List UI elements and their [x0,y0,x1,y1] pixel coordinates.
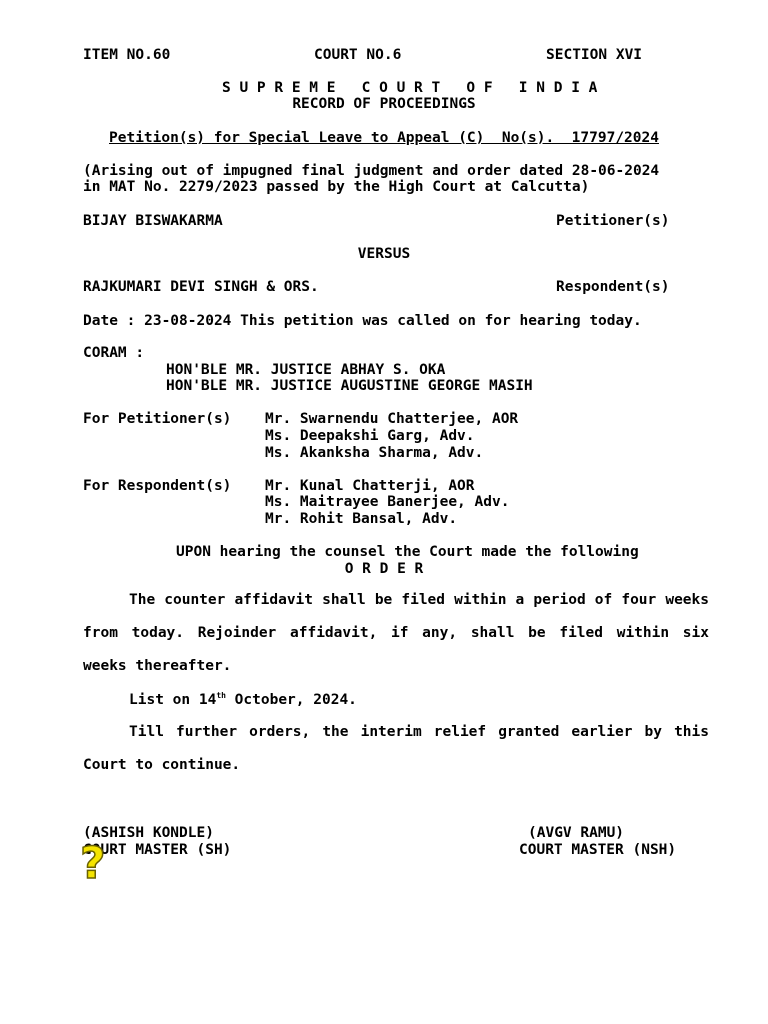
petitioner-role: Petitioner(s) [556,213,670,229]
respondent-counsel-3: Mr. Rohit Bansal, Adv. [265,511,458,527]
signatory-left-name: (ASHISH KONDLE) [83,825,214,841]
signatory-right-name: (AVGV RAMU) [528,825,625,841]
listing-suffix: October, 2024. [225,692,357,708]
court-number: COURT NO.6 [314,47,402,63]
respondent-counsel-2: Ms. Maitrayee Banerjee, Adv. [265,494,510,510]
judge-2: HON'BLE MR. JUSTICE AUGUSTINE GEORGE MASIH [166,378,533,394]
question-mark-icon: ? [80,838,106,889]
signatory-left-title: COURT MASTER (SH) [83,842,232,858]
item-number: ITEM NO.60 [83,47,171,63]
petitioner-counsel-3: Ms. Akanksha Sharma, Adv. [265,445,484,461]
petitioner-counsel-2: Ms. Deepakshi Garg, Adv. [265,428,475,444]
arising-line-1: (Arising out of impugned final judgment and order dated 28-06-2024 [83,163,660,179]
section-number: SECTION XVI [546,47,643,63]
listing-prefix: List on 14 [129,692,217,708]
petition-title: Petition(s) for Special Leave to Appeal (C) No(s). 17797/2024 [109,130,659,146]
order-paragraph-3: Till further orders, the interim relief granted earlier by this Court to continue. [83,724,709,773]
respondent-role: Respondent(s) [556,279,670,295]
court-name: S U P R E M E C O U R T O F I N D I A [222,80,598,96]
petitioner-name: BIJAY BISWAKARMA [83,213,223,229]
order-heading: O R D E R [344,561,424,577]
hearing-date-line: Date : 23-08-2024 This petition was called on for hearing today. [83,313,642,329]
respondent-counsel-1: Mr. Kunal Chatterji, AOR [265,478,475,494]
versus-label: VERSUS [357,246,411,262]
judge-1: HON'BLE MR. JUSTICE ABHAY S. OKA [166,362,446,378]
arising-line-2: in MAT No. 2279/2023 passed by the High Court at Calcutta) [83,179,590,195]
upon-hearing-line: UPON hearing the counsel the Court made the following [176,544,639,560]
petitioner-counsel-1: Mr. Swarnendu Chatterjee, AOR [265,411,519,427]
record-title: RECORD OF PROCEEDINGS [292,96,476,112]
signatory-right-title: COURT MASTER (NSH) [519,842,677,858]
order-listing-line [83,684,709,717]
respondent-name: RAJKUMARI DEVI SINGH & ORS. [83,279,319,295]
coram-label: CORAM : [83,345,145,361]
listing-ordinal-suffix: th [216,691,226,701]
petitioner-counsel-label: For Petitioner(s) [83,411,232,427]
order-paragraph-1: The counter affidavit shall be filed within a period of four weeks from today. Rejoinder affidavit, if any, shall be filed within six weeks thereafter. [83,592,709,674]
respondent-counsel-label: For Respondent(s) [83,478,232,494]
